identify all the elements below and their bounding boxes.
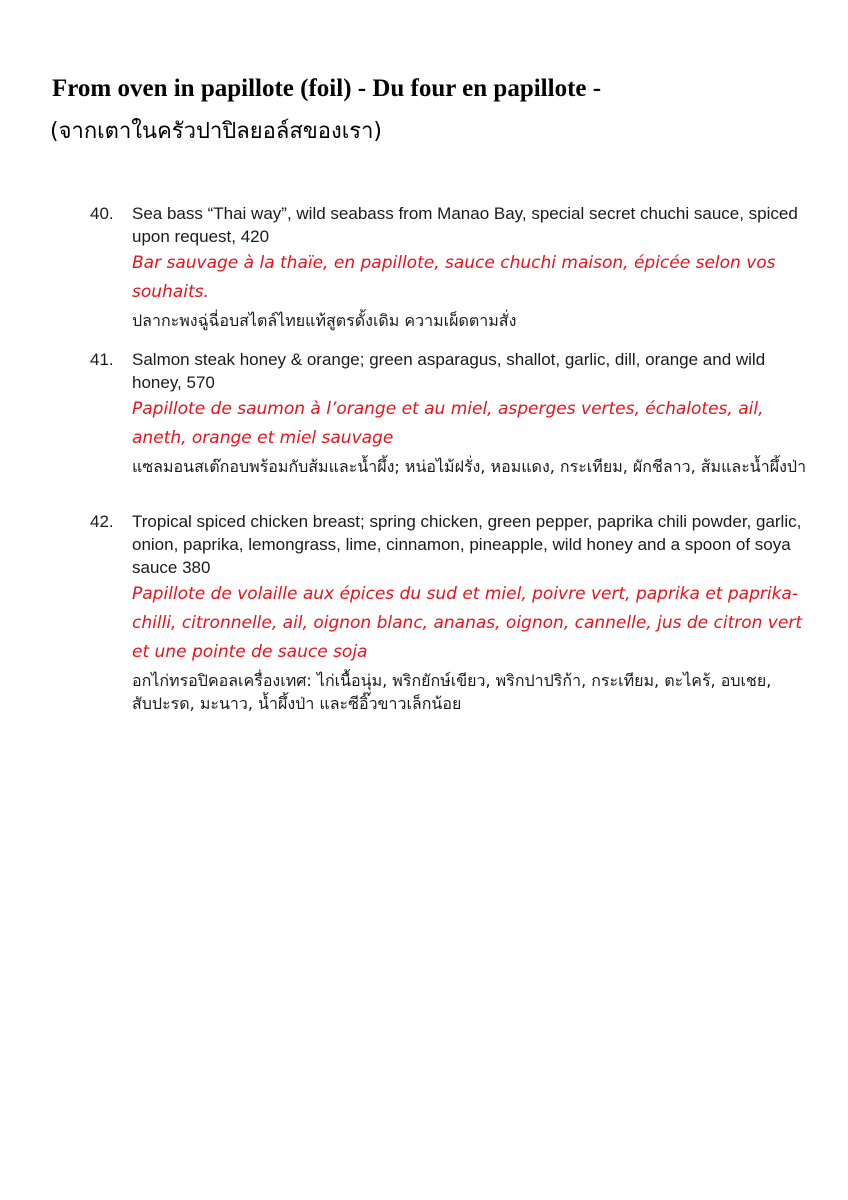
menu-item	[90, 510, 810, 715]
item-description-thai: แซลมอนสเต๊กอบพร้อมกับส้มและน้ำผึ้ง; หน่อไม้ฝรั่ง, หอมแดง, กระเทียม, ผักชีลาว, ส้มและน้ำผึ้งป่า	[132, 457, 807, 476]
menu-item	[90, 348, 810, 478]
item-description-thai: อกไก่ทรอปิคอลเครื่องเทศ: ไก่เนื้อนุ่ม, พริกยักษ์เขียว, พริกปาปริก้า, กระเทียม, ตะไคร้, อบเชย, สับปะรด, มะนาว, น้ำผึ้งป่า และซีอิ๊วขาวเล็กน้อย	[132, 671, 772, 713]
item-description-thai: ปลากะพงฉู่ฉี่อบสไตล์ไทยแท้สูตรดั้งเดิม ความเผ็ดตามสั่ง	[132, 311, 517, 330]
item-description-french: Bar sauvage à la thaïe, en papillote, sauce chuchi maison, épicée selon vos souhaits.	[132, 253, 776, 302]
menu-item-list	[90, 202, 810, 715]
menu-item	[90, 202, 810, 332]
item-description-french: Papillote de volaille aux épices du sud et miel, poivre vert, paprika et paprika-chilli, citronnelle, ail, oignon blanc, ananas, oignon, cannelle, jus de citron vert et une pointe de sauce soja	[132, 584, 802, 662]
item-number: 41.	[90, 350, 114, 369]
item-description-english: Salmon steak honey & orange; green asparagus, shallot, garlic, dill, orange and wild honey, 570	[132, 350, 766, 392]
item-description-french: Papillote de saumon à l’orange et au miel, asperges vertes, échalotes, ail, aneth, orange et miel sauvage	[132, 399, 764, 448]
item-description-english: Tropical spiced chicken breast; spring chicken, green pepper, paprika chili powder, garlic, onion, paprika, lemongrass, lime, cinnamon, pineapple, wild honey and a spoon of soya sauce 380	[132, 512, 802, 577]
item-number: 42.	[90, 512, 114, 531]
section-subtitle-thai: (จากเตาในครัวปาปิลยอล์สของเรา)	[50, 119, 383, 144]
item-number: 40.	[90, 204, 114, 223]
section-title: From oven in papillote (foil) - Du four en papillote -	[52, 75, 602, 102]
item-description-english: Sea bass “Thai way”, wild seabass from Manao Bay, special secret chuchi sauce, spiced upon request, 420	[132, 204, 798, 246]
